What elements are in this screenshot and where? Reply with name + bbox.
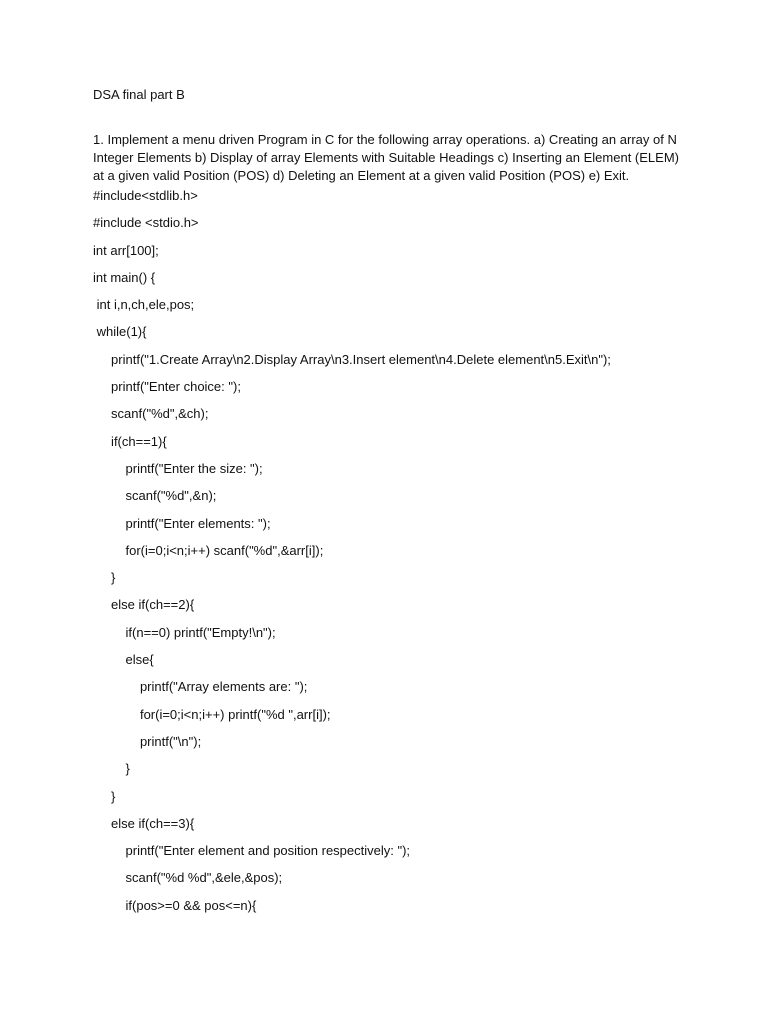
code-line: printf("\n"); xyxy=(93,733,202,749)
document-body xyxy=(93,86,683,924)
code-block xyxy=(93,187,683,924)
code-line: int arr[100]; xyxy=(93,242,159,258)
code-line: int i,n,ch,ele,pos; xyxy=(93,297,195,313)
code-line: scanf("%d %d",&ele,&pos); xyxy=(93,870,283,886)
code-line: else if(ch==3){ xyxy=(93,815,195,831)
code-line: for(i=0;i<n;i++) scanf("%d",&arr[i]); xyxy=(93,542,324,558)
code-line: #include<stdlib.h> xyxy=(93,188,198,203)
code-line: } xyxy=(93,788,116,804)
code-line: printf("Enter elements: "); xyxy=(93,515,271,531)
code-line: if(n==0) printf("Empty!\n"); xyxy=(93,624,276,640)
code-line: printf("Enter choice: "); xyxy=(93,379,241,395)
code-line: printf("1.Create Array\n2.Display Array\n3.Insert element\n4.Delete element\n5.Exit\n"); xyxy=(93,351,611,367)
code-line: if(ch==1){ xyxy=(93,433,167,449)
code-line: else{ xyxy=(93,652,154,668)
code-line: if(pos>=0 && pos<=n){ xyxy=(93,897,257,913)
document-title: DSA final part B xyxy=(93,87,185,102)
code-line: printf("Enter the size: "); xyxy=(93,460,263,476)
code-line: } xyxy=(93,761,130,777)
code-line: scanf("%d",&ch); xyxy=(93,406,209,422)
code-line: while(1){ xyxy=(93,324,147,340)
code-line: #include <stdio.h> xyxy=(93,215,199,231)
code-line: for(i=0;i<n;i++) printf("%d ",arr[i]); xyxy=(93,706,331,722)
question-text: 1. Implement a menu driven Program in C for the following array operations. a) Creating an array of N Integer Elements b) Display of array Elements with Suitable Headings c) Inserting an Element (ELEM) at a given valid Position (POS) d) Deleting an Element at a given valid Position (POS) e) Exit. xyxy=(93,132,679,183)
code-line: printf("Array elements are: "); xyxy=(93,679,308,695)
code-line: else if(ch==2){ xyxy=(93,597,195,613)
code-line: scanf("%d",&n); xyxy=(93,488,217,504)
code-line: printf("Enter element and position respectively: "); xyxy=(93,843,411,859)
code-line: } xyxy=(93,570,116,586)
code-line: int main() { xyxy=(93,269,156,285)
